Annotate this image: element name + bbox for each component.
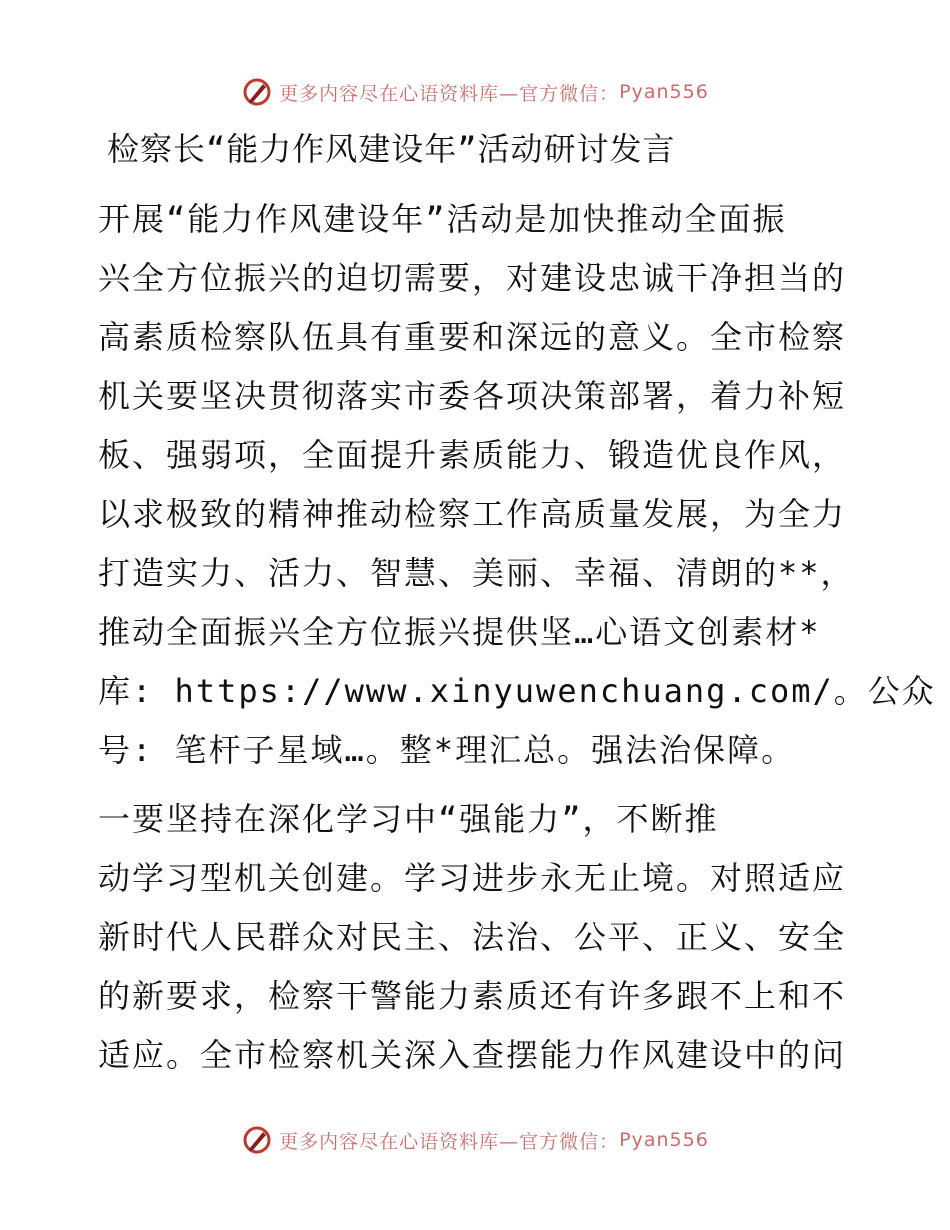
text-line: 推动全面振兴全方位振兴提供坚…心语文创素材* [98,613,821,651]
pen-circle-logo-icon [241,1124,273,1156]
text-line: 适应。全市检察机关深入查摆能力作风建设中的问 [98,1036,847,1074]
pen-circle-logo-icon [241,76,273,108]
text-line: 打造实力、活力、智慧、美丽、幸福、清朗的**， [98,554,855,592]
header-banner-wechat-id: Pyan556 [619,81,709,103]
footer-banner [0,1120,950,1160]
header-banner [0,72,950,112]
text-line: 板、强弱项，全面提升素质能力、锻造优良作风， [98,436,847,474]
paragraph-1 [98,190,936,780]
text-line: 机关要坚决贯彻落实市委各项决策部署，着力补短 [98,377,847,415]
text-line: 一要坚持在深化学习中“强能力”，不断推 [98,800,719,838]
text-line: 兴全方位振兴的迫切需要，对建设忠诚干净担当的 [98,259,847,297]
footer-banner-text: 更多内容尽在心语资料库—官方微信： [279,1130,620,1153]
text-line: 的新要求，检察干警能力素质还有许多跟不上和不 [98,977,847,1015]
text-line: 库: https://www.xinyuwenchuang.com/。公众 [98,672,936,710]
header-banner-text: 更多内容尽在心语资料库—官方微信： [279,82,620,105]
document-title: 检察长“能力作风建设年”活动研讨发言 [107,130,676,168]
text-line: 动学习型机关创建。学习进步永无止境。对照适应 [98,859,847,897]
paragraph-2 [98,790,858,1085]
text-line: 高素质检察队伍具有重要和深远的意义。全市检察 [98,318,847,356]
footer-banner-wechat-id: Pyan556 [619,1129,709,1151]
text-line: 新时代人民群众对民主、法治、公平、正义、安全 [98,918,847,956]
text-line: 开展“能力作风建设年”活动是加快推动全面振 [98,200,787,238]
text-line: 号: 笔杆子星域…。整*理汇总。强法治保障。 [98,731,796,769]
text-line: 以求极致的精神推动检察工作高质量发展，为全力 [98,495,847,533]
